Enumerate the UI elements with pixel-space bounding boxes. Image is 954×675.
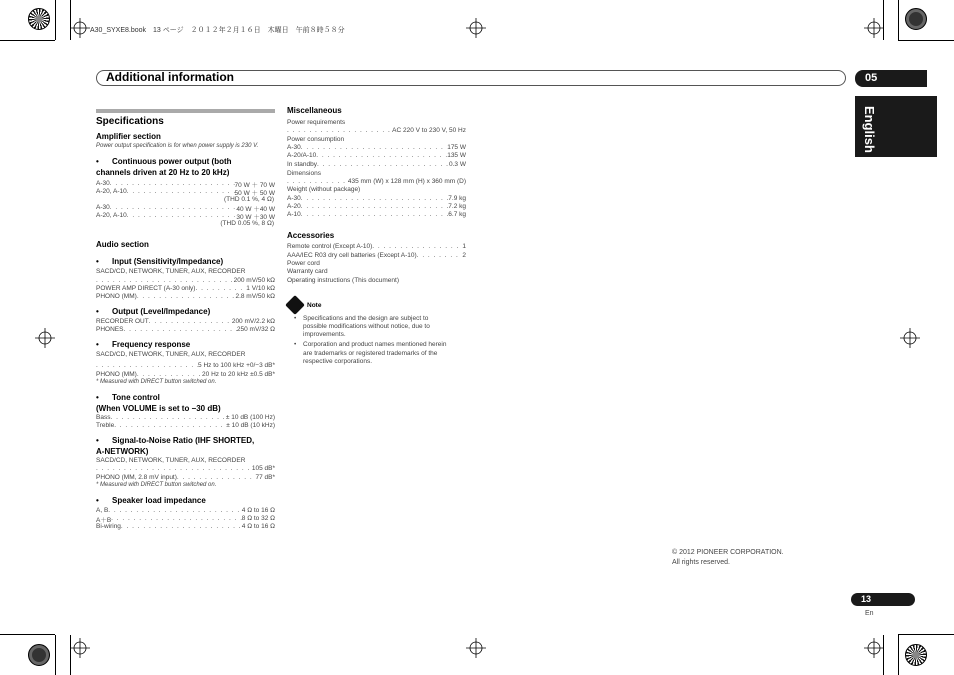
page-language: En [865,610,874,617]
snr-sources: SACD/CD, NETWORK, TUNER, AUX, RECORDER [96,457,246,464]
tone-label: Tone control [112,393,160,402]
note-line: possible modifications without notice, due to [303,323,430,330]
freq-label: Frequency response [112,340,191,349]
accessories-title: Accessories [287,231,335,240]
thd-note: (THD 0.1 %, 4 Ω) [223,196,274,203]
speaker-label: Speaker load impedance [112,496,206,505]
tone-label-2: (When VOLUME is set to −30 dB) [96,404,221,413]
spec-row: A＋B . . . 8 Ω to 32 Ω [96,515,275,524]
bullet-label: • [96,340,99,349]
spec-row: A-30 . . . 175 W [287,144,466,151]
freq-note: * Measured with DIRECT button switched on. [96,379,217,385]
misc-section-title: Miscellaneous [287,106,342,115]
bullet-label: • [96,393,99,402]
spec-row: PHONES . . . 250 mV/32 Ω [96,326,275,333]
specs-title: Specifications [96,116,164,127]
print-header: A30_SYXE8.book 13 ページ ２０１２年２月１６日 木曜日 午前８時５８分 [90,27,345,34]
spec-row: A-30 . . . 40 W ＋40 W [96,204,275,213]
spec-row: PHONO (MM) . . . 2.8 mV/50 kΩ [96,293,275,300]
input-label: Input (Sensitivity/Impedance) [112,257,224,266]
spec-row: RECORDER OUT . . . 200 mV/2.2 kΩ [96,318,275,325]
note-line: Specifications and the design are subject to [303,315,429,322]
power-cons-label: Power consumption [287,136,345,143]
spec-row: . . . 435 mm (W) x 128 mm (H) x 360 mm (D) [287,178,466,185]
snr-label-2: A-NETWORK) [96,447,149,456]
accessory-item: Operating instructions (This document) [287,277,399,284]
spec-row: A-20 . . . 7.2 kg [287,203,466,210]
page-number: 13 [851,593,915,606]
note-line: respective corporations. [303,358,373,365]
bullet-label: • [96,257,99,266]
spec-row: A-20, A-10 . . . 30 W ＋30 W [96,212,275,221]
spec-row: . . . 105 dB* [96,465,275,472]
audio-section-title: Audio section [96,240,149,249]
spec-row: A, B . . . 4 Ω to 16 Ω [96,507,275,514]
output-label: Output (Level/Impedance) [112,307,211,316]
dimensions-label: Dimensions [287,170,321,177]
rights-reserved: All rights reserved. [672,559,730,566]
spec-row: Bi-wiring . . . 4 Ω to 16 Ω [96,523,275,530]
power-req-label: Power requirements [287,119,346,126]
spec-row: . . . AC 220 V to 230 V, 50 Hz [287,127,466,134]
amp-section-title: Amplifier section [96,132,161,141]
bullet-label: • [96,157,99,166]
bullet-label: • [96,496,99,505]
accessory-item: Power cord [287,260,320,267]
snr-label: Signal-to-Noise Ratio (IHF SHORTED, [112,436,255,445]
bullet-label: • [96,307,99,316]
note-line: improvements. [303,331,346,338]
spec-row: . . . 200 mV/50 kΩ [96,277,275,284]
spec-row: In standby . . . 0.3 W [287,161,466,168]
freq-sources: SACD/CD, NETWORK, TUNER, AUX, RECORDER [96,351,246,358]
cont-power-label-2: channels driven at 20 Hz to 20 kHz) [96,168,230,177]
spec-row: Treble . . . ± 10 dB (10 kHz) [96,422,275,429]
chapter-number: 05 [855,70,927,87]
spec-row: A-30 . . . 7.9 kg [287,195,466,202]
cont-power-label: Continuous power output (both [112,157,232,166]
snr-note: * Measured with DIRECT button switched on. [96,482,217,488]
section-title: Additional information [106,70,234,84]
spec-row: Bass . . . ± 10 dB (100 Hz) [96,414,275,421]
spec-row: A-10 . . . 6.7 kg [287,211,466,218]
accessory-item: Warranty card [287,268,328,275]
language-tab-label: English [862,106,877,153]
spec-row: . . . 5 Hz to 100 kHz +0/−3 dB* [96,362,275,369]
spec-row: A-30 . . . 70 W ＋ 70 W [96,180,275,189]
bullet-label: • [96,436,99,445]
spec-row: A-20/A-10 . . . 135 W [287,152,466,159]
input-sources: SACD/CD, NETWORK, TUNER, AUX, RECORDER [96,268,246,275]
amp-note: Power output specification is for when power supply is 230 V. [96,143,259,149]
weight-label: Weight (without package) [287,186,361,193]
copyright: © 2012 PIONEER CORPORATION. [672,549,784,556]
spec-row: POWER AMP DIRECT (A-30 only) . . . 1 V/10 kΩ [96,285,275,292]
note-line: are trademarks or registered trademarks of the [303,350,438,357]
bullet-label: • [294,341,297,348]
section-divider [96,109,275,113]
spec-row: A-20, A-10 . . . 50 W ＋ 50 W [96,188,275,197]
spec-row: PHONO (MM) . . . 20 Hz to 20 kHz ±0.5 dB* [96,371,275,378]
bullet-label: • [294,315,297,322]
note-line: Corporation and product names mentioned herein [303,341,447,348]
thd-note: (THD 0.05 %, 8 Ω) [220,220,274,227]
spec-row: Remote control (Except A-10) . . . 1 [287,243,466,250]
spec-row: AAA/IEC R03 dry cell batteries (Except A-10) . . . 2 [287,252,466,259]
note-title: Note [307,302,322,309]
spec-row: PHONO (MM, 2.8 mV input) . . . 77 dB* [96,474,275,481]
